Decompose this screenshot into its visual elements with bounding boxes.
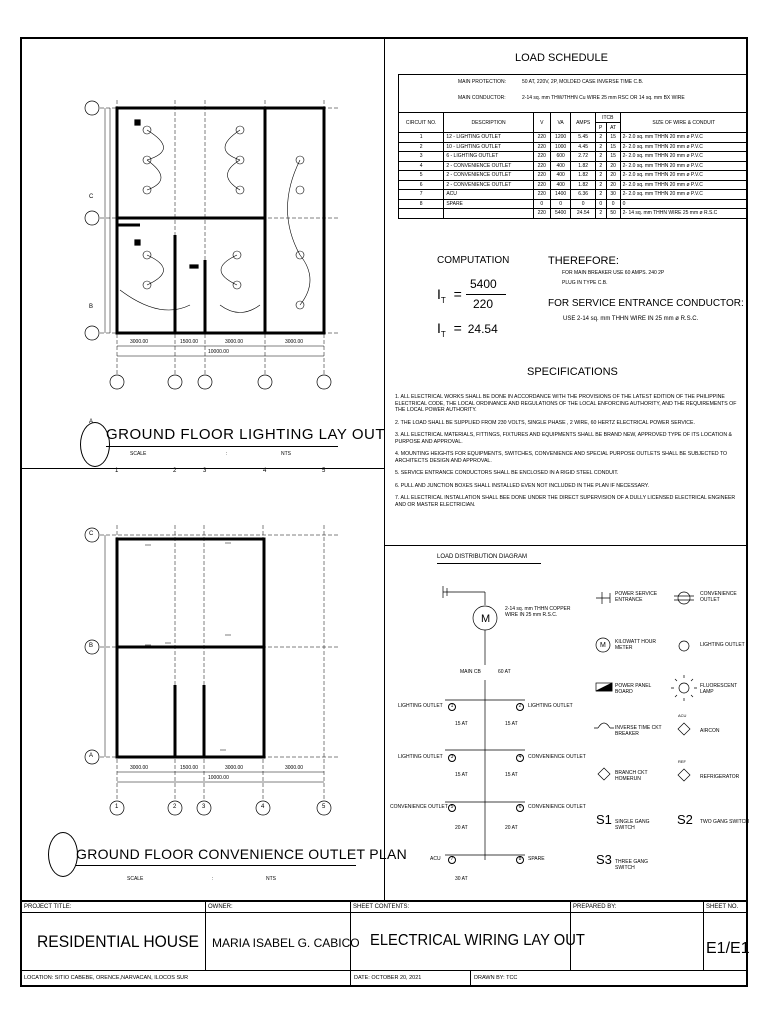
lighting-plan-drawing bbox=[80, 90, 390, 470]
lighting-plan bbox=[80, 90, 390, 474]
it-symbol: I bbox=[437, 286, 441, 302]
table-cell: 5.45 bbox=[571, 133, 595, 143]
table-cell: 2 bbox=[595, 161, 606, 171]
sheet-no: E1/E1 bbox=[706, 940, 750, 957]
outlet-plan bbox=[80, 525, 390, 825]
grid-col-label: 5 bbox=[322, 804, 326, 810]
main-conductor-label: MAIN CONDUCTOR: bbox=[458, 95, 506, 101]
table-cell: 1.82 bbox=[571, 171, 595, 181]
computation-title: COMPUTATION bbox=[437, 255, 510, 266]
dimension-label: 1500.00 bbox=[180, 765, 199, 771]
circuit-label: ACU bbox=[430, 856, 441, 862]
spec-item: 7. ALL ELECTRICAL INSTALLATION SHALL BEE DONE UNDER THE DIRECT SUPERVISION OF A DULLY LICENSED ELECTRICAL ENGINEER AND OR MASTER ELECTRICIAN. bbox=[395, 495, 736, 508]
service-title: FOR SERVICE ENTRANCE CONDUCTOR: bbox=[548, 298, 744, 309]
table-cell: 2 bbox=[595, 152, 606, 162]
table-cell: ACU bbox=[444, 190, 533, 200]
it-result-line bbox=[437, 320, 498, 339]
circuit-at: 30 AT bbox=[455, 876, 468, 882]
title-bubble bbox=[48, 832, 78, 877]
legend-label: POWER SERVICE ENTRANCE bbox=[615, 591, 658, 603]
load-distribution-drawing bbox=[385, 570, 585, 900]
spec-item: 3. ALL ELECTRICAL MATERIALS, FITTINGS, FIXTURES AND EQUIPMENTS SHALL BE BRAND NEW, APPROVED TYPE OF ITS LOCATION & PURPOSE AND APPROVAL. bbox=[395, 432, 732, 445]
circuit-number: 4 bbox=[516, 754, 524, 762]
owner-name: MARIA ISABEL G. CABICO bbox=[212, 936, 360, 950]
table-header: CIRCUIT NO. bbox=[399, 113, 444, 133]
table-cell: 2- 2.0 sq. mm THHN 20 mm ø P.V.C bbox=[620, 171, 747, 181]
therefore-title: THEREFORE: bbox=[548, 255, 619, 267]
table-cell bbox=[399, 209, 444, 219]
legend-symbols bbox=[590, 588, 750, 888]
specifications-title: SPECIFICATIONS bbox=[527, 366, 618, 378]
sheet-no-label: SHEET NO. bbox=[706, 904, 739, 910]
it-formula bbox=[437, 286, 462, 305]
table-cell: 400 bbox=[550, 180, 571, 190]
dimension-label: 3000.00 bbox=[225, 765, 244, 771]
legend-label: KILOWATT HOUR METER bbox=[615, 639, 657, 651]
date: DATE: OCTOBER 20, 2021 bbox=[354, 975, 422, 981]
scale-value: NTS bbox=[266, 876, 276, 882]
it-symbol: I bbox=[437, 320, 441, 336]
table-header-row bbox=[399, 113, 748, 123]
circuit-at: 15 AT bbox=[455, 721, 468, 727]
spec-item: 6. PULL AND JUNCTION BOXES SHALL INSTALLED EVEN NOT INCLUDED IN THE PLAN IF NECESSARY. bbox=[395, 482, 649, 489]
table-row bbox=[399, 180, 748, 190]
table-cell: 2.72 bbox=[571, 152, 595, 162]
table-cell: 0 bbox=[606, 199, 620, 209]
legend-label: CONVENIENCE OUTLET bbox=[700, 591, 737, 603]
load-schedule-title: LOAD SCHEDULE bbox=[515, 52, 608, 64]
table-cell: 2 bbox=[595, 142, 606, 152]
table-cell: 0 bbox=[533, 199, 550, 209]
dimension-label: 1500.00 bbox=[180, 339, 199, 345]
circuit-at: 15 AT bbox=[505, 772, 518, 778]
table-cell: 0 bbox=[571, 199, 595, 209]
table-cell: 4 bbox=[399, 161, 444, 171]
grid-col-label: 3 bbox=[203, 468, 207, 474]
table-cell: 2- 2.0 sq. mm THHN 20 mm ø P.V.C bbox=[620, 142, 747, 152]
location: LOCATION: SITIO CABEBE, ORENCE,NARVACAN, ILOCOS SUR bbox=[24, 975, 189, 981]
title-underline bbox=[437, 563, 541, 564]
grid-col-label: 4 bbox=[261, 804, 265, 810]
legend-label: THREE GANG SWITCH bbox=[615, 859, 649, 871]
it-result: 24.54 bbox=[467, 322, 498, 336]
it-subscript: T bbox=[440, 329, 446, 339]
table-header: ITCB bbox=[595, 113, 620, 123]
legend-label: TWO GANG SWITCH bbox=[700, 819, 749, 825]
spec-item: 4. MOUNTING HEIGHTS FOR EQUIPMENTS, SWITCHES, CONVENIENCE AND SPECIAL PURPOSE OUTLETS SHALL BE SUBJECTED TO ARCHITECTS DESIGN AND APPROVAL. bbox=[395, 451, 728, 464]
numerator: 5400 bbox=[470, 277, 497, 291]
table-cell: 1400 bbox=[550, 190, 571, 200]
circuit-at: 20 AT bbox=[505, 825, 518, 831]
table-cell: SPARE bbox=[444, 199, 533, 209]
table-cell: 400 bbox=[550, 161, 571, 171]
table-cell: 0 bbox=[550, 199, 571, 209]
aircon-tag: ACU bbox=[678, 713, 687, 718]
circuit-label: LIGHTING OUTLET bbox=[398, 703, 443, 709]
table-cell: 30 bbox=[606, 190, 620, 200]
grid-col-label: 3 bbox=[202, 804, 206, 810]
circuit-label: LIGHTING OUTLET bbox=[398, 754, 443, 760]
tb-divider bbox=[703, 900, 704, 970]
table-cell: 220 bbox=[533, 133, 550, 143]
table-cell: 2 bbox=[595, 133, 606, 143]
table-cell: 1.82 bbox=[571, 180, 595, 190]
table-cell: 15 bbox=[606, 142, 620, 152]
refrigerator-icon bbox=[678, 769, 690, 781]
table-cell: 2 - CONVENIENCE OUTLET bbox=[444, 171, 533, 181]
spec-item: 2. THE LOAD SHALL BE SUPPLIED FROM 230 VOLTS, SINGLE PHASE , 2 WIRE, 60 HERTZ ELECTRICAL POWER SERVICE. bbox=[395, 419, 695, 426]
service-entrance-icon bbox=[596, 592, 610, 604]
grid-row-label: B bbox=[89, 304, 94, 310]
circuit-number: 2 bbox=[516, 703, 524, 711]
table-row bbox=[399, 133, 748, 143]
grid-col-label: 1 bbox=[115, 804, 119, 810]
table-row bbox=[399, 161, 748, 171]
aircon-icon bbox=[678, 723, 690, 735]
grid-row-label: C bbox=[89, 194, 94, 200]
three-gang-switch-icon: S3 bbox=[596, 852, 612, 867]
table-cell: 2- 2.0 sq. mm THHN 20 mm ø P.V.C bbox=[620, 190, 747, 200]
two-gang-switch-icon: S2 bbox=[677, 812, 693, 827]
table-cell: 2 bbox=[595, 171, 606, 181]
scale-colon: : bbox=[226, 451, 228, 457]
table-cell: 4.45 bbox=[571, 142, 595, 152]
kwh-meter-glyph: M bbox=[600, 642, 606, 649]
spec-item: 1. ALL ELECTRICAL WORKS SHALL BE DONE IN ACCORDANCE WITH THE PROVISIONS OF THE LATEST EDITION OF THE PHILIPPINE ELECTRICAL CODE, THE LOCAL ORDINANCE AND REGULATIONS OF THE LOCAL ENFORCING AUTHORITY, AND THE REQUIREMENTS OF THE LOCAL POWER AUTHORITY. bbox=[395, 394, 737, 413]
table-row bbox=[399, 171, 748, 181]
table-header: V bbox=[533, 113, 550, 133]
dimension-label: 3000.00 bbox=[285, 339, 304, 345]
title-block-top-border bbox=[21, 900, 748, 902]
table-cell: 220 bbox=[533, 190, 550, 200]
main-protection-label: MAIN PROTECTION: bbox=[458, 79, 507, 85]
main-at-label: 60 AT bbox=[498, 669, 511, 675]
circuit-number: 3 bbox=[448, 754, 456, 762]
table-cell: 220 bbox=[533, 209, 550, 219]
tb-bottom-line bbox=[21, 970, 748, 971]
table-cell: 7 bbox=[399, 190, 444, 200]
table-cell: 2 bbox=[595, 180, 606, 190]
dimension-label: 3000.00 bbox=[130, 765, 149, 771]
drawn-by: DRAWN BY: TCC bbox=[474, 975, 518, 981]
wire-note: 2-14 sq. mm THHN COPPER WIRE IN 25 mm R.S.C. bbox=[505, 606, 571, 618]
outlet-plan-drawing bbox=[80, 525, 390, 825]
dimension-label: 3000.00 bbox=[130, 339, 149, 345]
homerun-icon bbox=[598, 768, 610, 780]
table-cell: 1000 bbox=[550, 142, 571, 152]
circuit-number: 8 bbox=[516, 856, 524, 864]
table-row bbox=[399, 142, 748, 152]
table-cell: 1200 bbox=[550, 133, 571, 143]
breaker-icon bbox=[594, 723, 614, 728]
circuit-number: 6 bbox=[516, 804, 524, 812]
load-distribution-title: LOAD DISTRIBUTION DIAGRAM bbox=[437, 554, 528, 560]
grid-row-label: C bbox=[89, 531, 94, 537]
table-cell: 220 bbox=[533, 142, 550, 152]
denominator: 220 bbox=[473, 297, 494, 311]
schedule-header-box bbox=[398, 74, 748, 112]
single-gang-switch-icon: S1 bbox=[596, 812, 612, 827]
main-protection-value: 50 AT, 220V, 2P, MOLDED CASE INVERSE TIME C.B. bbox=[522, 79, 644, 85]
table-cell: 2- 2.0 sq. mm THHN 20 mm ø P.V.C bbox=[620, 133, 747, 143]
table-cell: 600 bbox=[550, 152, 571, 162]
lighting-outlet-icon bbox=[679, 641, 689, 651]
grid-col-label: 4 bbox=[263, 468, 267, 474]
dimension-label: 3000.00 bbox=[285, 765, 304, 771]
fluorescent-lamp-icon bbox=[679, 683, 689, 693]
table-cell: 220 bbox=[533, 171, 550, 181]
specifications-list bbox=[395, 394, 745, 514]
outlet-plan-title: GROUND FLOOR CONVENIENCE OUTLET PLAN bbox=[76, 846, 408, 862]
table-cell: 20 bbox=[606, 161, 620, 171]
divider-right-horizontal bbox=[385, 545, 748, 546]
table-cell: 2- 2.0 sq. mm THHN 20 mm ø P.V.C bbox=[620, 161, 747, 171]
table-header: SIZE OF WIRE & CONDUIT bbox=[620, 113, 747, 133]
table-cell: 2 - CONVENIENCE OUTLET bbox=[444, 161, 533, 171]
table-cell: 24.54 bbox=[571, 209, 595, 219]
table-cell: 1.82 bbox=[571, 161, 595, 171]
grid-col-label: 2 bbox=[173, 804, 177, 810]
dimension-total: 10000.00 bbox=[208, 349, 229, 355]
table-cell: 6 - LIGHTING OUTLET bbox=[444, 152, 533, 162]
therefore-line: PLUG IN TYPE C.B. bbox=[562, 280, 608, 286]
table-header: VA bbox=[550, 113, 571, 133]
title-underline bbox=[76, 865, 356, 866]
legend-label: LIGHTING OUTLET bbox=[700, 642, 745, 648]
table-subheader: AT bbox=[606, 123, 620, 133]
circuit-label: CONVENIENCE OUTLET bbox=[390, 804, 448, 810]
circuit-at: 15 AT bbox=[455, 772, 468, 778]
circuit-number: 1 bbox=[448, 703, 456, 711]
sheet-contents-label: SHEET CONTENTS: bbox=[353, 904, 410, 910]
convenience-outlet-icon bbox=[678, 592, 690, 604]
table-cell: 5 bbox=[399, 171, 444, 181]
table-header: DESCRIPTION bbox=[444, 113, 533, 133]
scale-value: NTS bbox=[281, 451, 291, 457]
legend-label: POWER PANEL BOARD bbox=[615, 683, 652, 695]
table-cell: 0 bbox=[595, 199, 606, 209]
legend-label: INVERSE TIME CKT BREAKER bbox=[615, 725, 662, 737]
table-cell: 5400 bbox=[550, 209, 571, 219]
circuit-at: 20 AT bbox=[455, 825, 468, 831]
scale-label: SCALE bbox=[127, 876, 144, 882]
sheet-contents: ELECTRICAL WIRING LAY OUT bbox=[370, 932, 585, 949]
grid-row-label: A bbox=[89, 419, 94, 425]
table-cell: 15 bbox=[606, 133, 620, 143]
legend-label: SINGLE GANG SWITCH bbox=[615, 819, 650, 831]
table-cell: 2 bbox=[595, 209, 606, 219]
therefore-line: FOR MAIN BREAKER USE 60 AMPS. 240 2P bbox=[562, 270, 665, 276]
dimension-label: 3000.00 bbox=[225, 339, 244, 345]
equals-sign: = bbox=[453, 286, 462, 302]
table-cell: 8 bbox=[399, 199, 444, 209]
legend-label: BRANCH CKT HOMERUN bbox=[615, 770, 648, 782]
circuit-label: CONVENIENCE OUTLET bbox=[528, 804, 586, 810]
table-cell: 2- 2.0 sq. mm THHN 20 mm ø P.V.C bbox=[620, 180, 747, 190]
table-cell: 50 bbox=[606, 209, 620, 219]
grid-col-label: 2 bbox=[173, 468, 177, 474]
table-cell: 2 bbox=[399, 142, 444, 152]
table-cell: 6 bbox=[399, 180, 444, 190]
main-cb-label: MAIN CB bbox=[460, 669, 481, 675]
table-cell: 1 bbox=[399, 133, 444, 143]
legend-label: FLUORESCENT LAMP bbox=[700, 683, 738, 695]
circuit-number: 7 bbox=[448, 856, 456, 864]
table-cell: 2- 2.0 sq. mm THHN 20 mm ø P.V.C bbox=[620, 152, 747, 162]
table-cell: 220 bbox=[533, 180, 550, 190]
table-row bbox=[399, 199, 748, 209]
meter-letter: M bbox=[481, 613, 491, 625]
legend-label: AIRCON bbox=[700, 728, 720, 734]
table-cell: 20 bbox=[606, 171, 620, 181]
table-cell: 2 - CONVENIENCE OUTLET bbox=[444, 180, 533, 190]
dimension-total: 10000.00 bbox=[208, 775, 229, 781]
table-subheader: P bbox=[595, 123, 606, 133]
spec-item: 5. SERVICE ENTRANCE CONDUCTORS SHALL BE ENCLOSED IN A RIGID STEEL CONDUIT. bbox=[395, 470, 619, 476]
table-cell: 400 bbox=[550, 171, 571, 181]
table-cell: 12 - LIGHTING OUTLET bbox=[444, 133, 533, 143]
load-schedule-table bbox=[398, 112, 748, 219]
table-cell: 2 bbox=[595, 190, 606, 200]
circuit-at: 15 AT bbox=[505, 721, 518, 727]
circuit-label: SPARE bbox=[528, 856, 545, 862]
owner-label: OWNER: bbox=[208, 904, 233, 910]
refrigerator-tag: REF bbox=[678, 759, 686, 764]
it-subscript: T bbox=[440, 295, 446, 305]
table-cell: 20 bbox=[606, 180, 620, 190]
scale-label: SCALE bbox=[130, 451, 147, 457]
lighting-plan-title: GROUND FLOOR LIGHTING LAY OUT bbox=[106, 426, 385, 443]
table-cell bbox=[444, 209, 533, 219]
tb-divider bbox=[205, 900, 206, 970]
title-underline bbox=[106, 446, 338, 447]
prepared-by-label: PREPARED BY: bbox=[573, 904, 617, 910]
table-row bbox=[399, 190, 748, 200]
project-title: RESIDENTIAL HOUSE bbox=[37, 932, 199, 951]
table-header: AMPS bbox=[571, 113, 595, 133]
table-cell: 220 bbox=[533, 152, 550, 162]
table-cell: 6.36 bbox=[571, 190, 595, 200]
grid-row-label: A bbox=[89, 753, 94, 759]
table-cell: 3 bbox=[399, 152, 444, 162]
circuit-label: LIGHTING OUTLET bbox=[528, 703, 573, 709]
grid-row-label: B bbox=[89, 643, 94, 649]
tb-label-line bbox=[21, 912, 748, 913]
legend bbox=[590, 588, 750, 888]
legend-label: REFRIGERATOR bbox=[700, 774, 740, 780]
table-cell: 15 bbox=[606, 152, 620, 162]
table-row bbox=[399, 209, 748, 219]
project-title-label: PROJECT TITLE: bbox=[24, 904, 72, 910]
grid-col-label: 5 bbox=[322, 468, 326, 474]
fraction-bar bbox=[466, 294, 506, 295]
circuit-number: 5 bbox=[448, 804, 456, 812]
equals-sign: = bbox=[453, 320, 462, 336]
scale-colon: : bbox=[212, 876, 214, 882]
circuit-label: CONVENIENCE OUTLET bbox=[528, 754, 586, 760]
main-conductor-value: 2-14 sq. mm THW/THHN Cu WIRE 25 mm RSC OR 14 sq. mm BX WIRE bbox=[522, 95, 685, 101]
tb-divider bbox=[470, 970, 471, 987]
table-row bbox=[399, 152, 748, 162]
service-line: USE 2-14 sq. mm THHN WIRE IN 25 mm ø R.S.C. bbox=[563, 316, 699, 322]
grid-col-label: 1 bbox=[115, 468, 119, 474]
table-cell: 10 - LIGHTING OUTLET bbox=[444, 142, 533, 152]
table-cell: 220 bbox=[533, 161, 550, 171]
table-cell: 0 bbox=[620, 199, 747, 209]
table-cell: 2- 14 sq. mm THHN WIRE 25 mm ø R.S.C bbox=[620, 209, 747, 219]
